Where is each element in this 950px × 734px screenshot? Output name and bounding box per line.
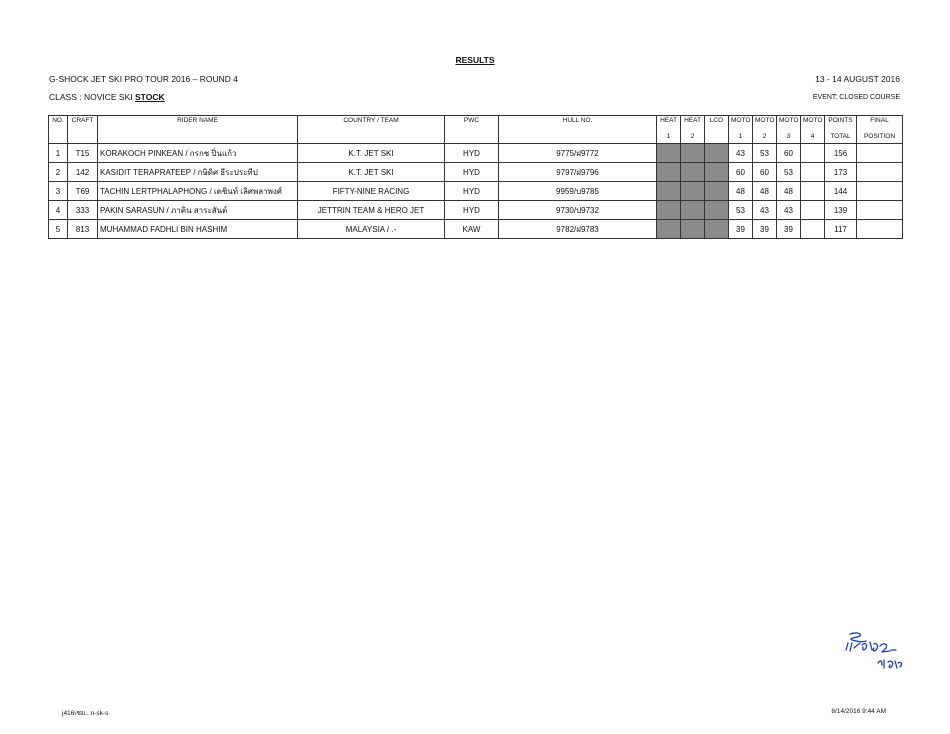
cell-final [857,144,903,163]
footer-timestamp: 8/14/2016 9:44 AM [831,708,886,715]
cell-heat2 [681,163,705,182]
cell-heat1 [657,201,681,220]
cell-moto2: 60 [753,163,777,182]
col-heat2: HEAT [681,116,705,131]
col-final: FINAL [857,116,903,131]
cell-heat2 [681,201,705,220]
cell-moto4 [801,201,825,220]
cell-heat1 [657,220,681,239]
col-points: POINTS [825,116,857,131]
cell-craft: 813 [68,220,98,239]
table-row [49,144,903,163]
cell-no: 2 [49,163,68,182]
cell-final [857,163,903,182]
handwritten-signature-icon [836,630,906,680]
col-final-position: POSITION [857,130,903,144]
cell-moto4 [801,163,825,182]
cell-moto4 [801,220,825,239]
cell-craft: T15 [68,144,98,163]
cell-moto4 [801,144,825,163]
cell-team: K.T. JET SKI [298,144,445,163]
header-row-bottom [49,130,903,144]
col-moto4-number: 4 [801,130,825,144]
cell-hull: 9775/ฝ9772 [499,144,657,163]
cell-rider: KASIDIT TERAPRATEEP / กษิดิศ ธีระประทีป [98,163,298,182]
cell-hull: 9797/ฝ9796 [499,163,657,182]
cell-moto3: 48 [777,182,801,201]
cell-moto4 [801,182,825,201]
cell-no: 3 [49,182,68,201]
col-moto4: MOTO [801,116,825,131]
table-row [49,201,903,220]
col-heat2-number: 2 [681,130,705,144]
cell-points: 173 [825,163,857,182]
col-no: NO. [49,116,68,131]
cell-moto3: 43 [777,201,801,220]
class-line [49,92,165,102]
cell-pwc: HYD [445,163,499,182]
cell-moto1: 43 [729,144,753,163]
cell-moto3: 39 [777,220,801,239]
event-date: 13 - 14 AUGUST 2016 [815,74,900,84]
cell-craft: 333 [68,201,98,220]
cell-points: 139 [825,201,857,220]
cell-points: 156 [825,144,857,163]
col-moto2: MOTO [753,116,777,131]
cell-team: JETTRIN TEAM & HERO JET [298,201,445,220]
cell-moto2: 43 [753,201,777,220]
cell-pwc: HYD [445,144,499,163]
cell-heat2 [681,220,705,239]
cell-craft: T69 [68,182,98,201]
cell-heat1 [657,182,681,201]
cell-moto2: 39 [753,220,777,239]
cell-heat1 [657,144,681,163]
col-moto2-number: 2 [753,130,777,144]
cell-moto2: 53 [753,144,777,163]
cell-moto3: 60 [777,144,801,163]
cell-lco [705,144,729,163]
col-lco: LCO [705,116,729,131]
cell-hull: 9782/ฝ9783 [499,220,657,239]
table-row [49,182,903,201]
footer-file-ref: j416เซม.. n-sk-s [62,710,109,717]
class-label: CLASS : NOVICE SKI [49,92,133,102]
cell-pwc: HYD [445,201,499,220]
cell-final [857,220,903,239]
page-title: RESULTS [455,55,495,65]
results-table [48,115,903,239]
cell-final [857,182,903,201]
table-row [49,220,903,239]
col-hull-no: HULL NO. [499,116,657,131]
cell-craft: 142 [68,163,98,182]
cell-heat2 [681,144,705,163]
cell-points: 144 [825,182,857,201]
col-pwc: PWC [445,116,499,131]
cell-lco [705,201,729,220]
cell-moto1: 53 [729,201,753,220]
cell-no: 5 [49,220,68,239]
cell-rider: PAKIN SARASUN / ภาคิน สาระสันต์ [98,201,298,220]
cell-pwc: KAW [445,220,499,239]
cell-rider: MUHAMMAD FADHLI BIN HASHIM [98,220,298,239]
cell-no: 1 [49,144,68,163]
cell-rider: KORAKOCH PINKEAN / กรกช ปิ่นแก้ว [98,144,298,163]
cell-points: 117 [825,220,857,239]
cell-moto3: 53 [777,163,801,182]
col-points-total: TOTAL [825,130,857,144]
cell-team: FIFTY-NINE RACING [298,182,445,201]
cell-heat2 [681,182,705,201]
col-moto1-number: 1 [729,130,753,144]
cell-no: 4 [49,201,68,220]
cell-lco [705,220,729,239]
cell-team: K.T. JET SKI [298,163,445,182]
cell-lco [705,182,729,201]
cell-heat1 [657,163,681,182]
col-moto1: MOTO [729,116,753,131]
event-name: G-SHOCK JET SKI PRO TOUR 2016 – ROUND 4 [49,74,238,84]
col-heat1: HEAT [657,116,681,131]
cell-team: MALAYSIA / .- [298,220,445,239]
col-moto3-number: 3 [777,130,801,144]
cell-pwc: HYD [445,182,499,201]
col-heat1-number: 1 [657,130,681,144]
col-country-team: COUNTRY / TEAM [298,116,445,131]
cell-hull: 9959/บ9785 [499,182,657,201]
col-moto3: MOTO [777,116,801,131]
cell-moto1: 39 [729,220,753,239]
cell-rider: TACHIN LERTPHALAPHONG / เตชินท์ เลิศพลาพงศ์ [98,182,298,201]
class-value: STOCK [135,92,165,102]
event-type: EVENT: CLOSED COURSE [812,94,900,101]
cell-hull: 9730/ป9732 [499,201,657,220]
header-row-top [49,116,903,131]
cell-moto1: 60 [729,163,753,182]
cell-moto1: 48 [729,182,753,201]
col-craft: CRAFT [68,116,98,131]
cell-lco [705,163,729,182]
col-rider-name: RIDER NAME [98,116,298,131]
cell-final [857,201,903,220]
cell-moto2: 48 [753,182,777,201]
table-row [49,163,903,182]
